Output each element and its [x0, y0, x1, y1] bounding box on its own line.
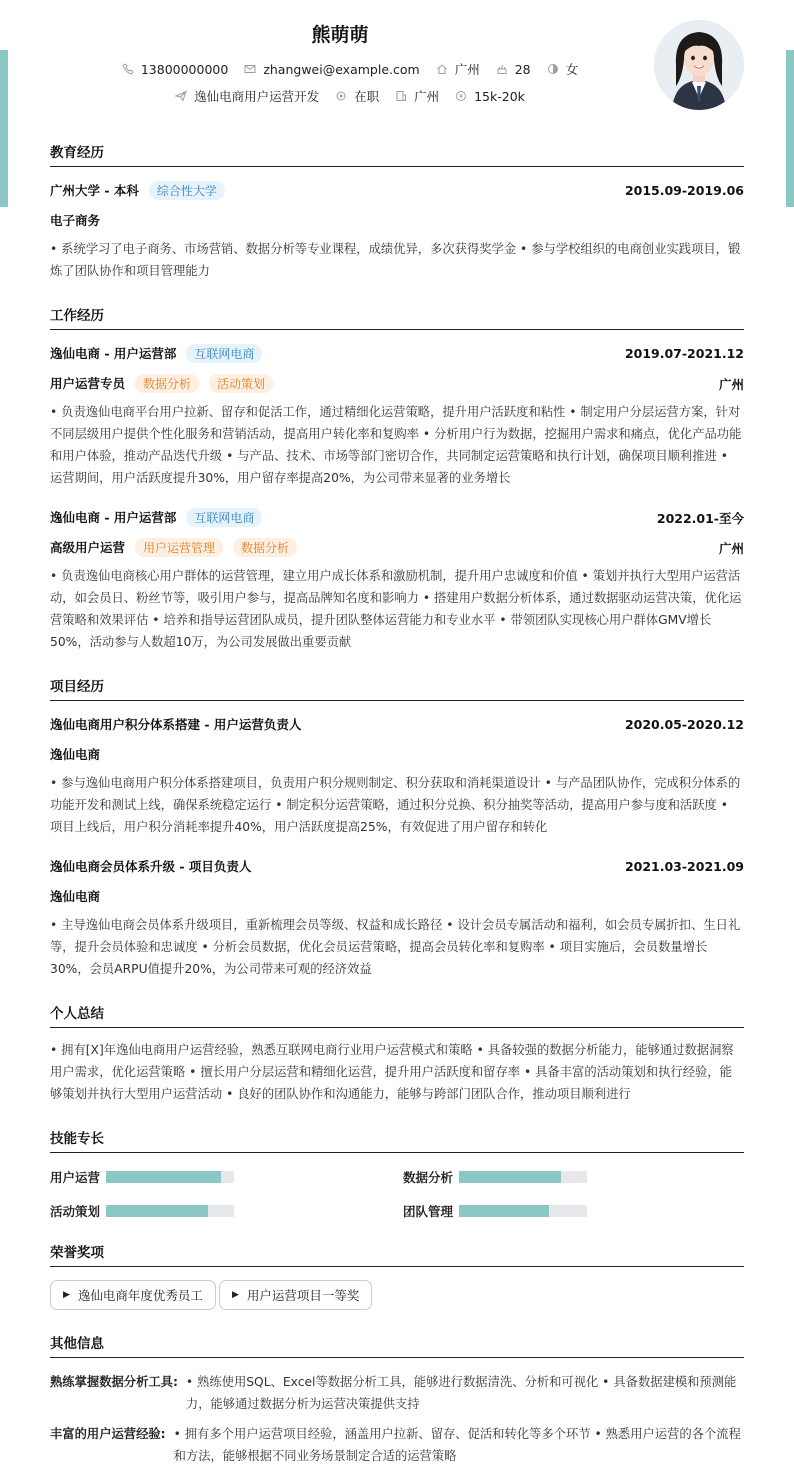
- work-1-role-tag: 活动策划: [209, 374, 273, 393]
- mail-icon: [244, 63, 256, 75]
- other-item-text: • 熟练使用SQL、Excel等数据分析工具，能够进行数据清洗、分析和可视化 • 具备数据建模和预测能力，能够通过数据分析为运营决策提供支持: [185, 1375, 737, 1411]
- honors-section-title: 荣誉奖项: [50, 1241, 744, 1267]
- status-icon: [335, 90, 347, 102]
- project-2-date: 2021.03-2021.09: [624, 858, 744, 874]
- work-1-location: 广州: [718, 376, 744, 392]
- position-item: [175, 87, 319, 105]
- work-2-role-group: [50, 538, 297, 557]
- work-1-role: 用户运营专员: [50, 376, 126, 391]
- project-2-header-row: [50, 857, 744, 875]
- skill-item: [403, 1202, 587, 1220]
- work-1-role-row: [50, 374, 744, 393]
- project-2-org: 逸仙电商: [50, 889, 101, 904]
- email-item: [244, 62, 419, 77]
- gender-text: 女: [565, 62, 579, 77]
- email-text: zhangwei@example.com: [263, 61, 420, 77]
- skill-label: 活动策划: [50, 1204, 101, 1219]
- salary-item: [455, 89, 525, 104]
- work-2-role-tag: 数据分析: [233, 538, 297, 557]
- work-1-company-group: [50, 344, 262, 363]
- skill-level-fill: [459, 1171, 561, 1183]
- phone-icon: [122, 63, 134, 75]
- work-1-role-group: [50, 374, 273, 393]
- avatar: [654, 20, 744, 110]
- expected-city-text: 广州: [414, 89, 440, 104]
- city-text: 广州: [454, 62, 480, 77]
- money-icon: [455, 90, 467, 102]
- projects-section-title: 项目经历: [50, 675, 744, 701]
- contact-row: [0, 60, 700, 78]
- skill-item: [50, 1202, 234, 1220]
- cake-icon: [496, 63, 508, 75]
- work-1-industry-tag: 互联网电商: [186, 344, 262, 363]
- other-item-label: 熟练掌握数据分析工具:: [50, 1375, 178, 1389]
- project-1-header-row: [50, 715, 744, 733]
- skill-level-fill: [106, 1171, 221, 1183]
- school-type-tag: 综合性大学: [149, 181, 225, 200]
- position-text: 逸仙电商用户运营开发: [194, 89, 320, 104]
- skill-level-bar: [106, 1205, 234, 1217]
- building-icon: [395, 90, 407, 102]
- project-1-org-row: [50, 745, 744, 763]
- send-icon: [175, 90, 187, 102]
- city-item: [436, 60, 480, 78]
- phone-item: [122, 62, 228, 77]
- other-item-text: • 拥有多个用户运营项目经验，涵盖用户拉新、留存、促活和转化等多个环节 • 熟悉用户运营的各个流程和方法，能够根据不同业务场景制定合适的运营策略: [173, 1427, 741, 1463]
- triangle-icon: ▶: [63, 1290, 70, 1300]
- education-school-group: [50, 181, 225, 200]
- work-2-location: 广州: [718, 540, 744, 556]
- skill-level-bar: [106, 1171, 234, 1183]
- status-text: 在职: [354, 89, 380, 104]
- other-item: [50, 1423, 744, 1467]
- gender-icon: [547, 63, 559, 75]
- skill-level-fill: [106, 1205, 208, 1217]
- skill-label: 用户运营: [50, 1170, 101, 1185]
- summary-section-title: 个人总结: [50, 1002, 744, 1028]
- status-item: [335, 87, 379, 105]
- skill-level-fill: [459, 1205, 549, 1217]
- education-major-row: [50, 211, 744, 229]
- skill-label: 数据分析: [403, 1170, 454, 1185]
- skills-section-title: 技能专长: [50, 1127, 744, 1153]
- skill-level-bar: [459, 1171, 587, 1183]
- work-2-header-row: [50, 508, 744, 527]
- education-section-title: 教育经历: [50, 141, 744, 167]
- education-header-row: [50, 181, 744, 200]
- age-item: [496, 62, 531, 77]
- skill-label: 团队管理: [403, 1204, 454, 1219]
- education-major: 电子商务: [50, 213, 101, 228]
- summary-description: • 拥有[X]年逸仙电商用户运营经验，熟悉互联网电商行业用户运营模式和策略 • 具备较强的数据分析能力，能够通过数据洞察用户需求，优化运营策略 • 擅长用户分层运营和精细化运营，提升用户活跃度和留存率 • 具备丰富的活动策划和执行经验，能够策划并执行大型用户运营活动 • 良好的团队协作和沟通能力，能够与跨部门团队合作，推动项目顺利进行: [50, 1043, 734, 1101]
- gender-item: [547, 60, 579, 78]
- project-1-org: 逸仙电商: [50, 747, 101, 762]
- right-accent-bar: [786, 50, 794, 207]
- skill-level-bar: [459, 1205, 587, 1217]
- work-2-company: 逸仙电商 - 用户运营部: [50, 510, 177, 525]
- work-section-title: 工作经历: [50, 304, 744, 330]
- work-2-industry-tag: 互联网电商: [186, 508, 262, 527]
- project-2-name: 逸仙电商会员体系升级 - 项目负责人: [50, 859, 252, 874]
- work-2-role-row: [50, 538, 744, 557]
- age-text: 28: [514, 61, 531, 77]
- other-item: [50, 1371, 744, 1415]
- expected-city-item: [395, 87, 439, 105]
- work-2-role: 高级用户运营: [50, 540, 126, 555]
- skill-item: [50, 1168, 234, 1186]
- salary-text: 15k-20k: [474, 88, 525, 104]
- other-section-title: 其他信息: [50, 1332, 744, 1358]
- work-1-role-tag: 数据分析: [135, 374, 199, 393]
- work-2-date: 2022.01-至今: [656, 510, 744, 526]
- work-1-header-row: [50, 344, 744, 363]
- work-2-role-tag: 用户运营管理: [135, 538, 223, 557]
- honor-badge: [219, 1280, 372, 1310]
- work-2-company-group: [50, 508, 262, 527]
- education-description: • 系统学习了电子商务、市场营销、数据分析等专业课程，成绩优异，多次获得奖学金 • 参与学校组织的电商创业实践项目，锻炼了团队协作和项目管理能力: [50, 242, 741, 278]
- work-1-date: 2019.07-2021.12: [624, 346, 744, 361]
- honor-badge: [50, 1280, 216, 1310]
- home-icon: [436, 63, 448, 75]
- school-name: 广州大学 - 本科: [50, 183, 139, 198]
- triangle-icon: ▶: [232, 1290, 239, 1300]
- candidate-name: 熊萌萌: [311, 24, 369, 46]
- project-1-name: 逸仙电商用户积分体系搭建 - 用户运营负责人: [50, 717, 302, 732]
- project-2-org-row: [50, 887, 744, 905]
- honor-label: 逸仙电商年度优秀员工: [77, 1288, 203, 1303]
- job-intent-row: [0, 87, 700, 105]
- project-1-description: • 参与逸仙电商用户积分体系搭建项目，负责用户积分规则制定、积分获取和消耗渠道设计 • 与产品团队协作，完成积分体系的功能开发和测试上线，确保系统稳定运行 • 制定积分运营策略，通过积分兑换、积分抽奖等活动，提高用户参与度和活跃度 • 项目上线后，用户积分消耗率提升40%，用户活跃度提高25%，有效促进了用户留存和转化: [50, 776, 741, 834]
- honor-label: 用户运营项目一等奖: [246, 1288, 360, 1303]
- education-date: 2015.09-2019.06: [624, 183, 744, 198]
- other-item-label: 丰富的用户运营经验:: [50, 1427, 166, 1441]
- work-1-description: • 负责逸仙电商平台用户拉新、留存和促活工作，通过精细化运营策略，提升用户活跃度和粘性 • 制定用户分层运营方案，针对不同层级用户提供个性化服务和营销活动，提高用户转化率和复购率 • 分析用户行为数据，挖掘用户需求和痛点，优化产品功能和用户体验，推动产品迭代升级 • 与产品、技术、市场等部门密切合作，共同制定运营策略和执行计划，确保项目顺利推进 • 运营期间，用户活跃度提升30%，用户留存率提高20%，为公司带来显著的业务增长: [50, 405, 742, 485]
- phone-text: 13800000000: [140, 61, 229, 77]
- work-2-description: • 负责逸仙电商核心用户群体的运营管理，建立用户成长体系和激励机制，提升用户忠诚度和价值 • 策划并执行大型用户运营活动，如会员日、粉丝节等，吸引用户参与，提高品牌知名度和影响力 • 搭建用户数据分析体系，通过数据驱动运营决策，优化运营策略和效果评估 • 培养和指导运营团队成员，提升团队整体运营能力和专业水平 • 带领团队实现核心用户群体GMV增长50%，活动参与人数超10万，为公司发展做出重要贡献: [50, 569, 742, 649]
- work-1-company: 逸仙电商 - 用户运营部: [50, 346, 177, 361]
- project-1-date: 2020.05-2020.12: [624, 716, 744, 732]
- skill-item: [403, 1168, 587, 1186]
- project-2-description: • 主导逸仙电商会员体系升级项目，重新梳理会员等级、权益和成长路径 • 设计会员专属活动和福利，如会员专属折扣、生日礼等，提升会员体验和忠诚度 • 分析会员数据，优化会员运营策略，提高会员转化率和复购率 • 项目实施后，会员数量增长30%，会员ARPU值提升20%，为公司带来可观的经济效益: [50, 918, 741, 976]
